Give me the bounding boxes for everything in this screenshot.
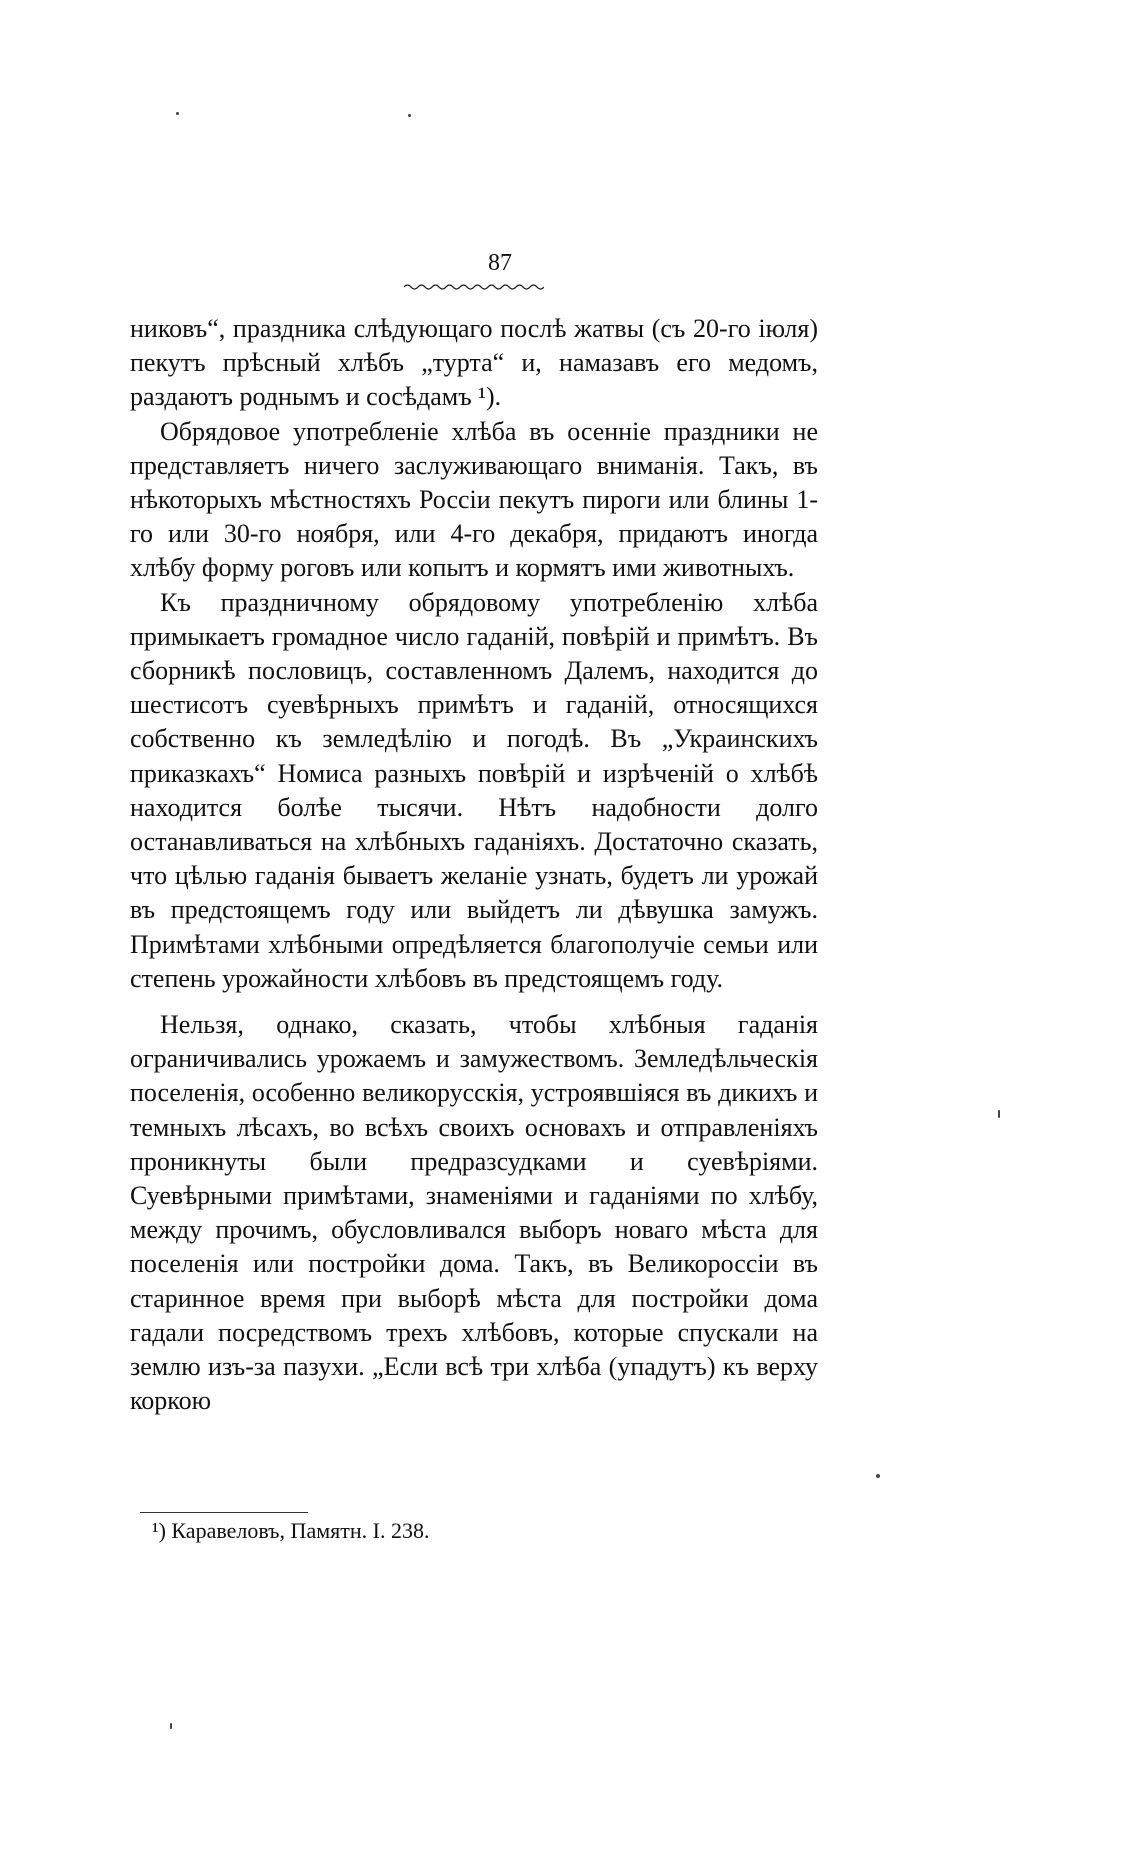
- paragraph: Къ праздничному обрядовому употребленію хлѣба примыкаетъ громадное число гаданій, повѣрій и примѣтъ. Въ сборникѣ пословицъ, составленномъ Далемъ, находится до шестисотъ суевѣрныхъ примѣтъ и гаданій, относящихся собственно къ земледѣлію и погодѣ. Въ „Украинскихъ приказкахъ“ Номиса разныхъ повѣрій и изрѣченій о хлѣбѣ находится болѣе тысячи. Нѣтъ надобности долго останавливаться на хлѣбныхъ гаданіяхъ. Достаточно сказать, что цѣлью гаданія бываетъ желаніе узнать, будетъ ли урожай въ предстоящемъ году или выйдетъ ли дѣвушка замужъ. Примѣтами хлѣбными опредѣляется благополучіе семьи или степень урожайности хлѣбовъ въ предстоящемъ году.: [130, 587, 818, 993]
- footnote-divider: [140, 1512, 308, 1513]
- scan-speck: [176, 112, 179, 115]
- paragraph: Нельзя, однако, сказать, чтобы хлѣбныя гаданія ограничивались урожаемъ и замужествомъ. Земледѣльческія поселенія, особенно великорусскія, устроявшіяся въ дикихъ и темныхъ лѣсахъ, во всѣхъ своихъ основахъ и отправленіяхъ проникнуты были предразсудками и суевѣріями. Суевѣрными примѣтами, знаменіями и гаданіями по хлѣбу, между прочимъ, обусловливался выборъ новаго мѣста для поселенія или постройки дома. Такъ, въ Великороссіи въ старинное время при выборѣ мѣста для постройки дома гадали посредствомъ трехъ хлѣбовъ, которые спускали на землю изъ-за пазухи. „Если всѣ три хлѣба (упадутъ) къ верху коркою: [130, 1010, 818, 1416]
- body-text: [130, 312, 818, 1419]
- paragraph: Обрядовое употребленіе хлѣба въ осенніе праздники не представляетъ ничего заслуживающаго вниманія. Такъ, въ нѣкоторыхъ мѣстностяхъ Россіи пекутъ пироги или блины 1-го или 30-го ноября, или 4-го декабря, придаютъ иногда хлѣбу форму роговъ или копытъ и кормятъ ими животныхъ.: [130, 416, 818, 583]
- wavy-rule-ornament: [404, 282, 544, 292]
- scan-speck: [998, 1110, 1000, 1118]
- paragraph: никовъ“, праздника слѣдующаго послѣ жатвы (съ 20-го іюля) пекутъ прѣсный хлѣбъ „турта“ и, намазавъ его медомъ, раздаютъ роднымъ и сосѣдамъ ¹).: [130, 314, 818, 412]
- scan-speck: [876, 1474, 880, 1478]
- scan-speck: [170, 1723, 172, 1729]
- footnote: ¹) Каравеловъ, Памятн. І. 238.: [152, 1518, 430, 1543]
- scan-speck: [408, 114, 411, 117]
- page-number: 87: [488, 250, 512, 276]
